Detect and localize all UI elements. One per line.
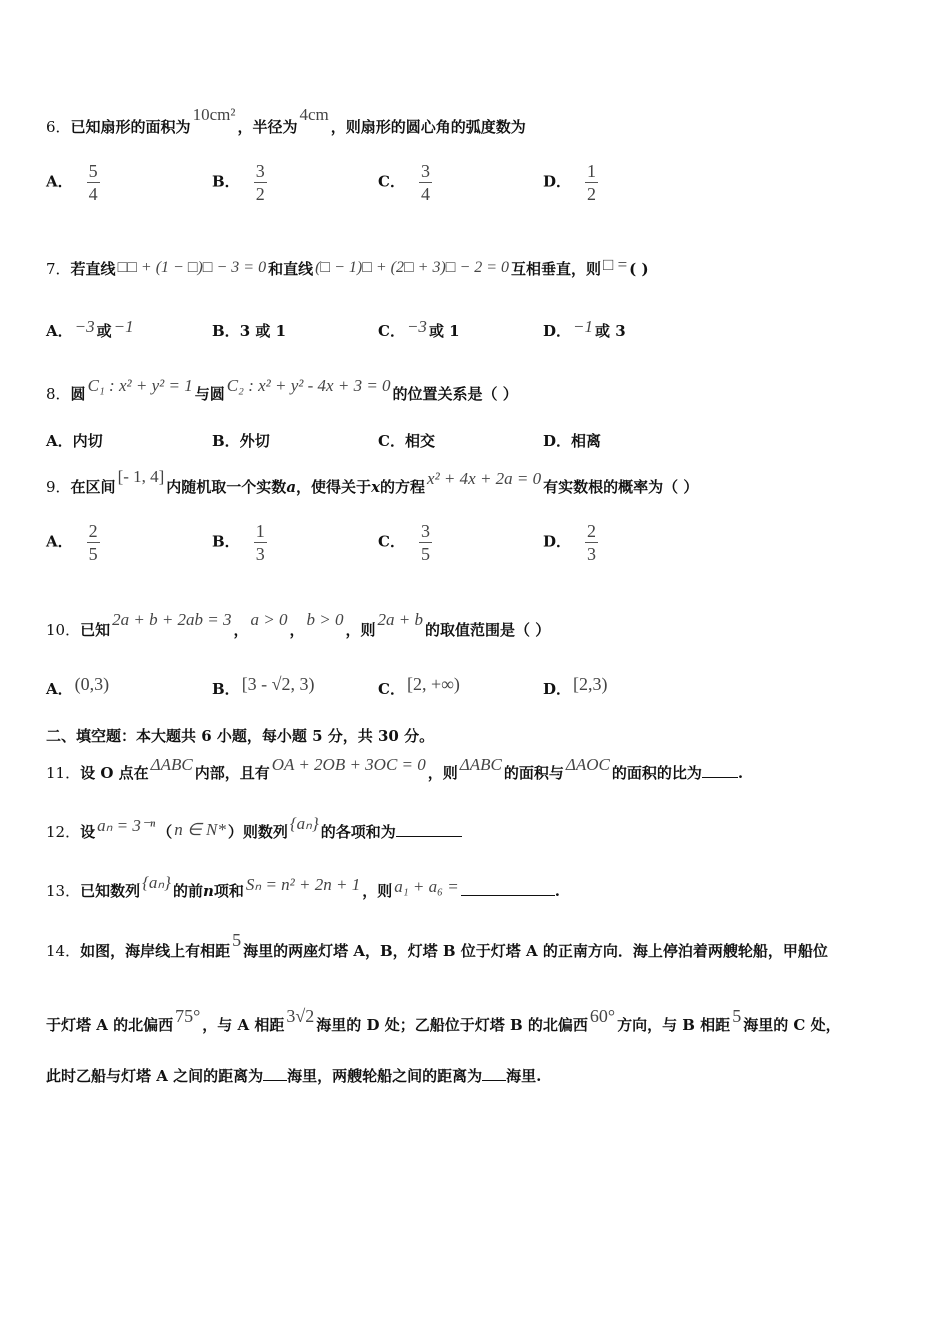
question-text: ，则: [427, 764, 458, 782]
option-b[interactable]: [212, 320, 286, 341]
option-label: D．: [543, 172, 572, 191]
option-d[interactable]: [543, 317, 626, 341]
question-text: 内随机取一个实数: [166, 478, 287, 496]
question-text: 于灯塔 A 的北偏西: [46, 1016, 174, 1034]
question-6: [46, 105, 526, 137]
option-c[interactable]: [378, 317, 460, 341]
math-expression: 5: [232, 930, 242, 950]
denominator: 4: [88, 184, 98, 204]
section-heading: 二、填空题：本大题共 6 小题，每小题 5 分，共 30 分。: [46, 727, 435, 745]
math-expression: [- 1, 4]: [117, 467, 165, 486]
question-text: ，半径为: [237, 118, 298, 136]
numerator: 5: [88, 161, 98, 181]
numerator: 2: [88, 521, 98, 541]
option-label: A．: [46, 322, 73, 340]
question-number: 10．: [46, 621, 81, 639]
question-text: 圆: [70, 385, 86, 403]
math-expression: [2, +∞): [406, 674, 460, 694]
denominator: 2: [587, 184, 597, 204]
numerator: 3: [420, 521, 430, 541]
math-expression: −1: [573, 317, 593, 336]
variable: x: [371, 478, 381, 496]
math-expression: 2a + b + 2ab = 3: [112, 610, 232, 629]
option-d[interactable]: [543, 520, 598, 565]
math-expression: 2a + b: [377, 610, 424, 629]
fraction: [254, 520, 267, 565]
option-text: 相交: [404, 432, 435, 450]
question-number: 12．: [46, 823, 81, 841]
question-8: [46, 376, 518, 404]
question-14-line-3: [46, 1065, 541, 1086]
math-expression: ΔABC: [150, 755, 193, 774]
math-expression: 10cm²: [192, 105, 236, 124]
math-expression: ΔAOC: [565, 755, 610, 774]
question-text: 已知: [80, 621, 111, 639]
option-b[interactable]: [212, 160, 267, 205]
fraction: [87, 160, 100, 205]
fraction: [419, 160, 432, 205]
question-text: 的前: [172, 882, 203, 900]
question-text: ，则: [345, 621, 376, 639]
fraction: [87, 520, 100, 565]
question-text: 与圆: [194, 385, 225, 403]
question-14-line-2: [46, 1006, 841, 1035]
question-text: ，使得关于: [296, 478, 372, 496]
math-expression: n ∈ N*: [174, 820, 226, 839]
option-label: C．: [378, 680, 405, 698]
answer-blank[interactable]: [702, 763, 738, 778]
question-text: 海里，两艘轮船之间的距离为: [287, 1067, 483, 1085]
math-expression: −1: [113, 317, 134, 336]
option-label: B．: [212, 172, 240, 191]
question-10: [46, 610, 551, 640]
option-c[interactable]: [378, 674, 462, 699]
math-expression: x² + 4x + 2a = 0: [427, 469, 542, 488]
question-text: 的面积的比为: [611, 764, 702, 782]
question-number: 9．: [46, 478, 71, 496]
option-label: C．: [378, 432, 405, 450]
option-c[interactable]: [378, 520, 432, 565]
question-14-line-1: [46, 930, 828, 961]
option-label: D．: [543, 322, 572, 340]
option-label: A．: [46, 172, 73, 191]
question-text: ，则扇形的圆心角的弧度数为: [330, 118, 526, 136]
denominator: 2: [255, 184, 265, 204]
question-text: 的各项和为: [320, 823, 396, 841]
question-text: 在区间: [70, 478, 116, 496]
math-expression: C₂ : x² + y² - 4x + 3 = 0: [226, 376, 391, 395]
option-label: D．: [543, 532, 572, 551]
option-b[interactable]: [212, 430, 270, 451]
question-text: .: [737, 764, 744, 782]
question-text: ( ): [629, 260, 649, 278]
fraction: [585, 520, 598, 565]
denominator: 3: [587, 544, 597, 564]
fraction: [419, 520, 432, 565]
math-expression: (0,3): [74, 674, 110, 694]
question-text: 海里的两座灯塔 A，B，灯塔 B 位于灯塔 A 的正南方向．海上停泊着两艘轮船，甲船位: [243, 942, 828, 960]
question-text: 互相垂直，则: [511, 260, 602, 278]
numerator: 2: [587, 521, 597, 541]
math-expression: 4cm: [299, 105, 329, 124]
question-text: 如图，海岸线上有相距: [80, 942, 231, 960]
option-label: C．: [378, 322, 405, 340]
option-d[interactable]: [543, 430, 601, 451]
math-expression: −3: [406, 317, 427, 336]
question-number: 14．: [46, 942, 81, 960]
math-expression: {aₙ}: [142, 873, 171, 892]
question-text: 设 O 点在: [80, 764, 149, 782]
question-text: 的位置关系是（ ）: [392, 385, 518, 403]
question-text: 的方程: [380, 478, 426, 496]
math-expression: □□ + (1 − □)□ − 3 = 0: [117, 259, 267, 276]
option-a[interactable]: [46, 160, 100, 205]
option-label: A．: [46, 432, 73, 450]
math-expression: {aₙ}: [289, 814, 319, 833]
math-expression: aₙ = 3⁻ⁿ: [97, 816, 156, 835]
answer-blank[interactable]: [482, 1066, 506, 1081]
denominator: 3: [255, 544, 265, 564]
question-text: （: [157, 823, 173, 841]
question-text: ，与 A 相距: [202, 1016, 285, 1034]
math-expression: □ =: [603, 255, 628, 274]
question-number: 13．: [46, 882, 81, 900]
math-expression: 75°: [175, 1006, 201, 1026]
math-expression: Sₙ = n² + 2n + 1: [245, 875, 361, 894]
option-text: 或: [96, 322, 112, 340]
question-text: ）则数列: [227, 823, 288, 841]
math-expression: [3 - √2, 3): [241, 674, 315, 694]
question-number: 8．: [46, 385, 71, 403]
question-text: 有实数根的概率为（ ）: [543, 478, 699, 496]
question-text: 海里的 C 处，: [743, 1016, 841, 1034]
question-text: 和直线: [268, 260, 314, 278]
math-expression: b > 0: [306, 610, 344, 629]
option-c[interactable]: [378, 430, 435, 451]
option-label: B．: [212, 532, 240, 551]
answer-blank[interactable]: [461, 881, 555, 896]
question-text: 方向，与 B 相距: [617, 1016, 731, 1034]
question-text: ，: [289, 621, 305, 639]
question-text: 已知扇形的面积为: [70, 118, 191, 136]
question-text: 的取值范围是（ ）: [425, 621, 551, 639]
question-9: [46, 467, 699, 497]
variable: a: [286, 478, 297, 496]
math-expression: [2,3): [573, 674, 608, 694]
answer-blank[interactable]: [263, 1066, 287, 1081]
option-b[interactable]: [212, 520, 267, 565]
math-expression: a₁ + a₆ =: [394, 877, 459, 896]
answer-blank[interactable]: [396, 822, 462, 837]
numerator: 3: [420, 161, 430, 181]
question-text: 海里的 D 处；乙船位于灯塔 B 的北偏西: [316, 1016, 588, 1034]
math-expression: 3√2: [286, 1006, 315, 1026]
question-12: [46, 814, 462, 842]
numerator: 3: [255, 161, 265, 181]
question-text: ，: [233, 621, 249, 639]
option-a[interactable]: [46, 674, 111, 699]
variable: n: [203, 882, 214, 900]
option-label: A．: [46, 680, 73, 698]
question-text: 的面积与: [503, 764, 564, 782]
math-expression: −3: [74, 317, 95, 336]
option-c[interactable]: [378, 160, 432, 205]
denominator: 5: [88, 544, 98, 564]
fraction: [585, 160, 598, 205]
option-label: C．: [378, 172, 405, 191]
math-expression: (□ − 1)□ + (2□ + 3)□ − 2 = 0: [315, 259, 510, 276]
question-text: 若直线: [70, 260, 116, 278]
option-label: D．: [543, 680, 572, 698]
option-text: 相离: [571, 432, 602, 450]
math-expression: 5: [732, 1006, 742, 1026]
option-text: 内切: [72, 432, 103, 450]
option-label: B．: [212, 680, 240, 698]
numerator: 1: [255, 521, 265, 541]
option-a[interactable]: [46, 520, 100, 565]
option-d[interactable]: [543, 674, 610, 699]
question-13: [46, 873, 560, 901]
option-label: B．: [212, 432, 240, 450]
question-11: [46, 755, 744, 783]
option-a[interactable]: [46, 430, 103, 451]
option-text: 或 3: [595, 322, 626, 340]
option-label: D．: [543, 432, 572, 450]
question-text: 已知数列: [80, 882, 141, 900]
option-label: C．: [378, 532, 405, 551]
numerator: 1: [587, 161, 597, 181]
fraction: [254, 160, 267, 205]
option-b[interactable]: [212, 674, 317, 699]
question-text: 此时乙船与灯塔 A 之间的距离为: [46, 1067, 264, 1085]
option-a[interactable]: [46, 317, 136, 341]
question-text: 项和: [213, 882, 244, 900]
question-number: 11．: [46, 764, 81, 782]
option-label: B．: [212, 322, 240, 340]
denominator: 4: [420, 184, 430, 204]
math-expression: C₁ : x² + y² = 1: [87, 376, 193, 395]
question-text: 内部，且有: [194, 764, 270, 782]
question-number: 7．: [46, 260, 71, 278]
question-text: .: [554, 882, 560, 900]
math-expression: OA + 2OB + 3OC = 0: [271, 755, 426, 774]
question-7: [46, 255, 649, 279]
math-expression: 60°: [589, 1006, 616, 1026]
question-text: ，则: [362, 882, 393, 900]
math-expression: a > 0: [250, 610, 288, 629]
option-d[interactable]: [543, 160, 598, 205]
denominator: 5: [420, 544, 430, 564]
option-text: 3 或 1: [239, 322, 287, 340]
question-text: 设: [80, 823, 96, 841]
question-number: 6．: [46, 118, 71, 136]
question-text: 海里.: [506, 1067, 542, 1085]
math-expression: ΔABC: [459, 755, 502, 774]
option-label: A．: [46, 532, 73, 551]
option-text: 外切: [239, 432, 270, 450]
option-text: 或 1: [428, 322, 460, 340]
